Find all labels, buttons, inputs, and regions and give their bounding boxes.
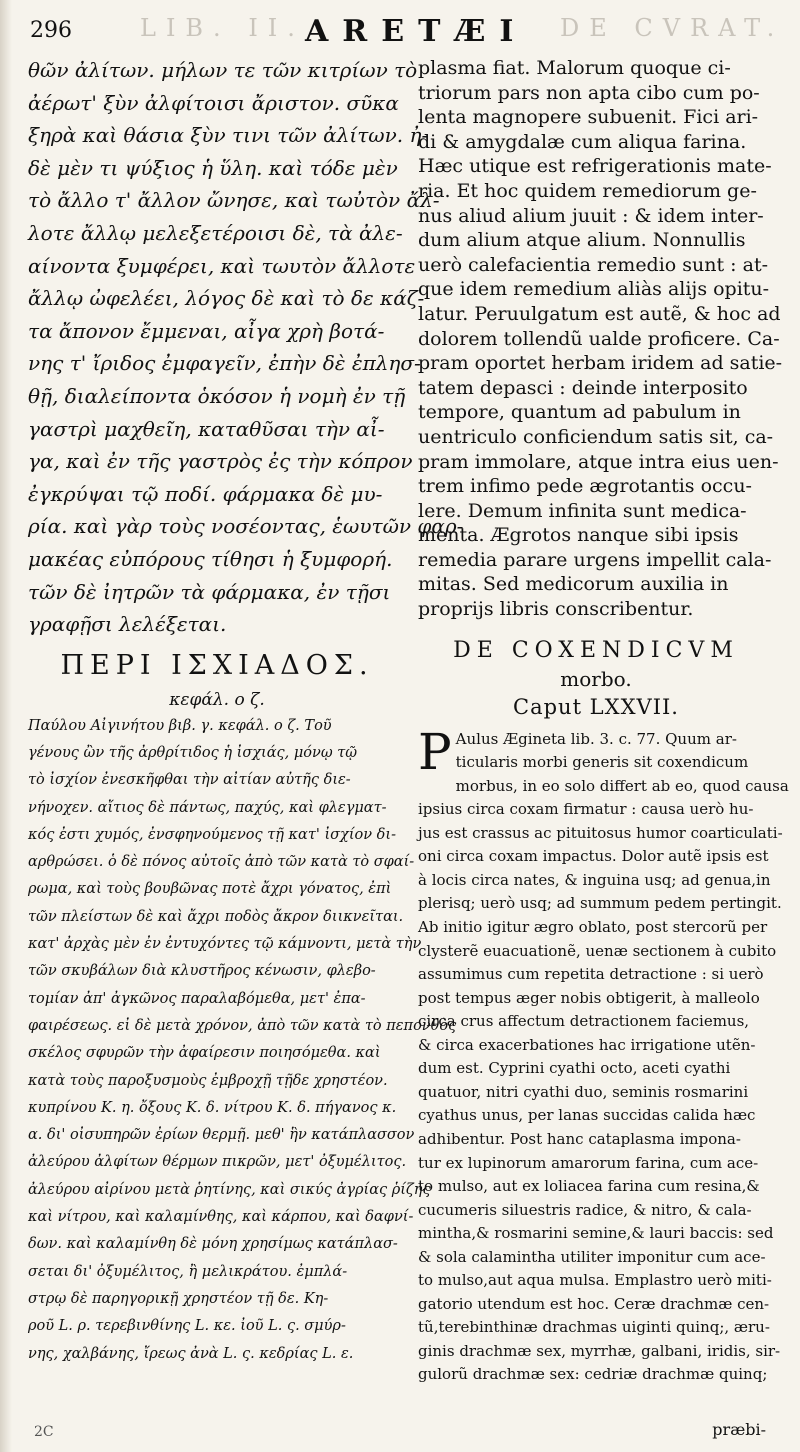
latin-text-line: proprijs libris conscribentur.	[418, 598, 694, 621]
catchword: præbi-	[712, 1420, 766, 1439]
latin-text-line: tempore, quantum ad pabulum in	[418, 401, 741, 424]
greek-text-line: μακέας εὐπόρους τίθησι ἡ ξυμφορή.	[28, 546, 393, 571]
greek-text-line: ἀέρωτ' ξὺν ἀλφίτοισι ἄριστον. σῦκα	[28, 90, 399, 115]
latin-commentary-line: ticularis morbi generis sit coxendicum	[455, 753, 749, 772]
latin-text-line: pram oportet herbam iridem ad satie-	[418, 352, 783, 375]
latin-chapter-heading: DE COXENDICVM	[453, 637, 739, 663]
latin-commentary-line: gatorio utendum est hoc. Ceræ drachmæ cen-	[418, 1294, 770, 1313]
latin-text-line: que idem remedium aliàs alijs opitu-	[418, 278, 770, 301]
latin-commentary-line: to mulso, aut ex loliacea farina cum resina,&	[418, 1177, 760, 1196]
greek-commentary-line: τῶν πλείστων δὲ καὶ ἄχρι ποδὸς ἄκρον διικνεῖται.	[28, 908, 404, 925]
gutter-shadow	[0, 0, 12, 1452]
greek-commentary-line: νήνοχεν. αἴτιος δὲ πάντως, παχύς, καὶ φλεγματ-	[28, 799, 387, 816]
greek-commentary-line: νης, χαλβάνης, ἴρεως ἀνὰ L. ς. κεδρίας L. ε.	[28, 1345, 354, 1362]
greek-text-line: θῇ, διαλείποντα ὁκόσον ἡ νομὴ ἐν τῇ	[28, 383, 406, 408]
greek-commentary-line: στρῳ δὲ παρηγορικῇ χρηστέον τῇ δε. Κη-	[28, 1290, 329, 1307]
latin-text-block	[418, 56, 783, 622]
latin-commentary-line: cyathus unus, per lanas succidas calida hæc	[418, 1106, 756, 1125]
latin-commentary-line: to mulso,aut aqua mulsa. Emplastro uerò miti-	[418, 1271, 772, 1290]
latin-commentary-line: & sola calamintha utiliter imponitur cum ace-	[418, 1247, 766, 1266]
greek-text-line: τα ἄπονον ἔμμεναι, αἶγα χρὴ βοτά-	[28, 318, 385, 343]
latin-text-line: menta. Ægrotos nanque sibi ipsis	[418, 524, 739, 547]
running-title: ARETÆI	[305, 14, 528, 49]
greek-text-line: τῶν δὲ ἰητρῶν τὰ φάρμακα, ἐν τῇσι	[28, 579, 391, 604]
greek-commentary-line: τὸ ἰσχίον ἐνεσκῆφθαι τὴν αἰτίαν αὐτῆς διε-	[28, 772, 351, 789]
greek-commentary-line: δων. καὶ καλαμίνθη δὲ μόνη χρησίμως κατάπλασ-	[28, 1236, 398, 1253]
greek-text-line: δὲ μὲν τι ψύξιος ἡ ὕλη. καὶ τόδε μὲν	[28, 155, 398, 180]
greek-commentary-line: Παύλου Αἰγινήτου βιβ. γ. κεφάλ. ο ζ. Τοῦ	[28, 717, 332, 734]
greek-commentary-line: τομίαν ἀπ' ἀγκῶνος παραλαβόμεθα, μετ' ἐπα-	[28, 990, 366, 1007]
latin-commentary-line: Ab initio igitur ægro oblato, post stercorũ per	[418, 918, 768, 937]
greek-commentary-line: ροῦ L. ρ. τερεβινθίνης L. κε. ἰοῦ L. ς. σμύρ-	[28, 1318, 346, 1335]
latin-commentary-line: ginis drachmæ sex, myrrhæ, galbani, iridis, sir-	[418, 1341, 781, 1360]
latin-text-line: remedia parare urgens impellit cala-	[418, 548, 772, 571]
greek-text-line: λοτε ἄλλῳ μελεξετέροισι δὲ, τὰ ἀλε-	[28, 220, 403, 245]
latin-commentary-line: tur ex lupinorum amarorum farina, cum ace-	[418, 1153, 759, 1172]
greek-commentary-line: γένους ὢν τῆς ἀρθρίτιδος ἡ ἰσχιάς, μόνῳ τῷ	[28, 744, 358, 761]
latin-commentary-line: quatuor, nitri cyathi duo, seminis rosmarini	[418, 1082, 749, 1101]
greek-text-line: νης τ' ἴριδος ἐμφαγεῖν, ἐπὴν δὲ ἐπλησ-	[28, 351, 421, 376]
latin-text-line: lere. Demum infinita sunt medica-	[418, 499, 747, 522]
latin-text-line: plasma fiat. Malorum quoque ci-	[418, 57, 731, 79]
greek-text-line: θῶν ἀλίτων. μήλων τε τῶν κιτρίων τὸ	[28, 58, 418, 82]
latin-text-line: mitas. Sed medicorum auxilia in	[418, 573, 729, 596]
latin-commentary-line: assumimus cum repetita detractione : si uerò	[418, 965, 764, 984]
greek-column	[28, 54, 464, 1368]
drop-cap-letter: P	[418, 722, 452, 781]
greek-commentary-line: α. δι' οἰσυπηρῶν ἐρίων θερμῇ. μεθ' ἣν κατάπλασσον	[28, 1127, 415, 1144]
latin-commentary-line: post tempus æger nobis obtigerit, à malleolo	[418, 988, 760, 1007]
latin-text-line: pram immolare, atque intra eius uen-	[418, 450, 779, 473]
latin-commentary-line: circa crus affectum detractionem faciemus,	[418, 1012, 750, 1031]
latin-commentary-block	[418, 722, 789, 1387]
page-header	[0, 6, 800, 49]
greek-chapter-number: κεφάλ. ο ζ.	[169, 689, 265, 710]
latin-commentary-line: dum est. Cyprini cyathi octo, aceti cyathi	[418, 1059, 731, 1078]
latin-commentary-line: jus est crassus ac pituitosus humor coarticulati-	[418, 823, 783, 842]
greek-commentary-line: ἀλεύρου ἀλφίτων θέρμων πικρῶν, μετ' ὀξυμέλιτος.	[28, 1154, 407, 1171]
greek-chapter-heading: ΠΕΡΙ ΙΣΧΙΑΔΟΣ.	[60, 649, 374, 681]
latin-text-line: latur. Peruulgatum est autẽ, & hoc ad	[418, 302, 781, 325]
latin-commentary-line: Aulus Ægineta lib. 3. c. 77. Quum ar-	[455, 729, 737, 748]
latin-chapter-heading-continued: morbo.	[560, 666, 632, 691]
latin-text-line: nus aliud alium juuit : & idem inter-	[418, 204, 764, 227]
greek-commentary-block	[28, 713, 457, 1368]
latin-commentary-line: cucumeris siluestris radice, & nitro, & cala-	[418, 1200, 752, 1219]
latin-commentary-line: plerisq; uerò usq; ad summum pedem pertingit.	[418, 894, 782, 913]
greek-commentary-line: κατὰ τοὺς παροξυσμοὺς ἐμβροχῇ τῇδε χρηστέον.	[28, 1072, 388, 1089]
greek-commentary-line: σκέλος σφυρῶν τὴν ἀφαίρεσιν ποιησόμεθα. καὶ	[28, 1045, 381, 1062]
latin-commentary-line: clysterẽ euacuationẽ, uenæ sectionem à cubito	[418, 941, 777, 960]
greek-text-line: γραφῇσι λελέξεται.	[28, 612, 227, 637]
greek-text-line: ἄλλῳ ὠφελέει, λόγος δὲ καὶ τὸ δε κάζ-	[28, 286, 425, 311]
latin-column	[418, 56, 789, 1387]
latin-text-line: dum alium atque alium. Nonnullis	[418, 229, 746, 252]
greek-commentary-line: τῶν σκυβάλων διὰ κλυστῆρος κένωσιν, φλεβο-	[28, 963, 376, 980]
greek-commentary-line: σεται δι' ὀξυμέλιτος, ἢ μελικράτου. ἐμπλά-	[28, 1263, 348, 1280]
latin-commentary-line: & circa exacerbationes hac irrigatione utẽn-	[418, 1035, 756, 1054]
greek-commentary-line: κατ' ἀρχὰς μὲν ἐν ἐντυχόντες τῷ κάμνοντι, μετὰ τὴν	[28, 936, 422, 953]
latin-commentary-line: tũ,terebinthinæ drachmas uiginti quinq;, æru-	[418, 1318, 770, 1337]
greek-commentary-line: ρωμα, καὶ τοὺς βουβῶνας ποτὲ ἄχρι γόνατος, ἐπὶ	[28, 881, 392, 898]
greek-text-line: γα, καὶ ἐν τῆς γαστρὸς ἐς τὴν κόπρον	[28, 449, 413, 474]
latin-commentary-line: à locis circa nates, & inguina usq; ad genua,in	[418, 870, 771, 889]
latin-text-line: lenta magnopere subuenit. Fici ari-	[418, 106, 759, 129]
latin-commentary-line: gulorũ drachmæ sex: cedriæ drachmæ quinq;	[418, 1365, 768, 1384]
latin-text-line: uentriculo conficiendum satis sit, ca-	[418, 425, 774, 448]
greek-text-line: αίνοντα ξυμφέρει, καὶ τωυτὸν ἄλλοτε	[28, 253, 416, 278]
signature-mark: 2C	[34, 1424, 54, 1440]
latin-text-line: uerò calefacientia remedio sunt : at-	[418, 253, 768, 276]
greek-commentary-line: φαιρέσεως. εἰ δὲ μετὰ χρόνον, ἀπὸ τῶν κατὰ τὸ πεπονθὸς	[28, 1017, 457, 1034]
latin-text-line: dolorem tollendũ ualde proficere. Ca-	[418, 327, 780, 350]
latin-commentary-line: morbus, in eo solo differt ab eo, quod causa	[455, 776, 789, 795]
latin-commentary-line: mintha,& rosmarini semine,& lauri baccis: sed	[418, 1224, 774, 1243]
greek-commentary-line: ἀλεύρου αἰρίνου μετὰ ῥητίνης, καὶ σικύς ἀγρίας ῥίζης	[28, 1181, 431, 1198]
greek-commentary-line: αρθρώσει. ὁ δὲ πόνος αὐτοῖς ἀπὸ τῶν κατὰ τὸ σφαί-	[28, 854, 415, 871]
latin-commentary-line: ipsius circa coxam firmatur : causa uerò hu-	[418, 800, 754, 819]
latin-commentary-line: adhibentur. Post hanc cataplasma impona-	[418, 1129, 741, 1148]
latin-text-line: ria. Et hoc quidem remediorum ge-	[418, 179, 757, 202]
greek-text-block	[28, 54, 464, 641]
greek-commentary-line: καὶ νίτρου, καὶ καλαμίνθης, καὶ κάρπου, καὶ δαφνί-	[28, 1209, 414, 1226]
greek-commentary-line: κός ἐστι χυμός, ἐνσφηνούμενος τῇ κατ' ἰσχίον δι-	[28, 826, 396, 843]
latin-chapter-number: Caput LXXVII.	[513, 694, 679, 719]
greek-commentary-line: κυπρίνου Κ. η. ὄξους Κ. δ. νίτρου Κ. δ. πήγανος κ.	[28, 1099, 397, 1116]
greek-text-line: ξηρὰ καὶ θάσια ξὺν τινι τῶν ἀλίτων. ἠ-	[28, 123, 429, 148]
latin-text-line: di & amygdalæ cum aliqua farina.	[418, 130, 747, 153]
greek-text-line: τὸ ἄλλο τ' ἄλλον ὤνησε, καὶ τωὐτὸν ἄλ-	[28, 188, 440, 213]
bleed-through-text-left: LIB. II.	[140, 14, 305, 42]
latin-commentary-line: oni circa coxam impactus. Dolor autẽ ipsis est	[418, 847, 769, 866]
latin-text-line: Hæc utique est refrigerationis mate-	[418, 155, 772, 178]
bleed-through-text-right: DE CVRAT.	[560, 14, 785, 42]
page-number: 296	[30, 18, 72, 43]
latin-text-line: tatem depasci : deinde interposito	[418, 376, 748, 399]
greek-text-line: ἐγκρύψαι τῷ ποδί. φάρμακα δὲ μυ-	[28, 481, 383, 506]
greek-text-line: ρία. καὶ γὰρ τοὺς νοσέοντας, ἑωυτῶν φαρ-	[28, 514, 464, 539]
greek-text-line: γαστρὶ μαχθεῖη, καταθῦσαι τὴν αἶ-	[28, 416, 385, 441]
latin-text-line: triorum pars non apta cibo cum po-	[418, 81, 760, 104]
latin-text-line: trem infimo pede ægrotantis occu-	[418, 475, 752, 498]
